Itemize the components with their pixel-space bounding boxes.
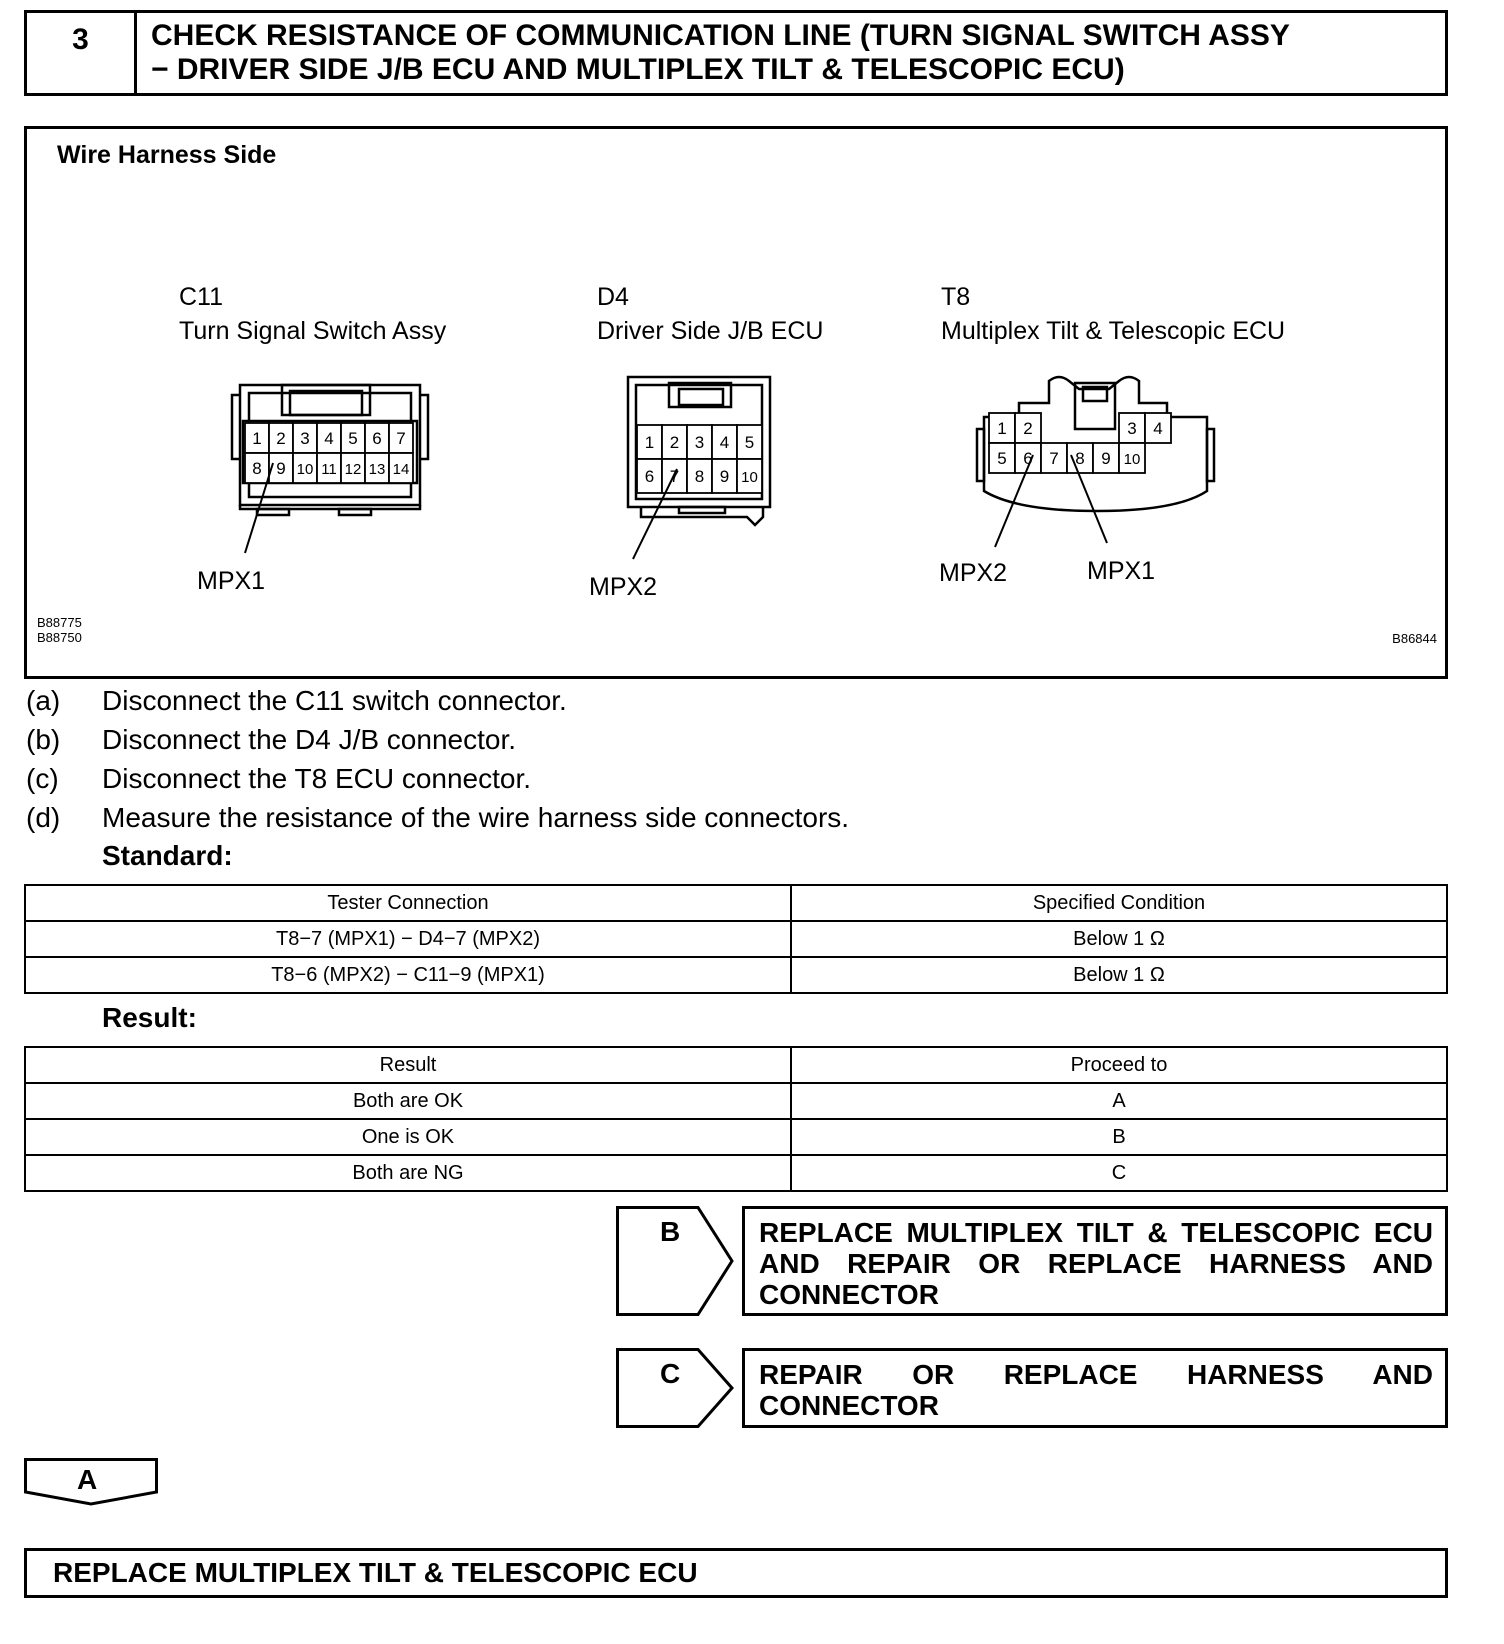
step-header	[24, 10, 1448, 96]
pin-label: 14	[392, 461, 410, 478]
pin-label: 4	[1153, 419, 1163, 438]
step-letter: (d)	[26, 802, 61, 833]
result-table	[24, 1046, 1448, 1192]
step-letter: (c)	[26, 763, 59, 794]
outcome-c-code-box[interactable]	[616, 1348, 734, 1428]
pin-label: 3	[694, 433, 705, 452]
pin-label: 11	[321, 461, 337, 478]
figure-code: B88775	[37, 615, 82, 630]
step-number: 3	[27, 13, 137, 93]
pin-label: 13	[368, 461, 386, 478]
callout-t8-mpx1: MPX1	[1087, 557, 1156, 585]
pin-label: 8	[694, 467, 705, 486]
pin-label: 6	[372, 429, 382, 448]
outcome-code: B	[660, 1216, 681, 1247]
pin-label: 12	[344, 461, 362, 478]
step-title-line2: − DRIVER SIDE J/B ECU AND MULTIPLEX TILT & TELESCOPIC ECU)	[151, 53, 1125, 86]
table-row	[25, 1083, 1447, 1119]
pin-label: 9	[276, 459, 286, 478]
outcome-code: C	[660, 1358, 681, 1389]
pin-label: 7	[669, 467, 680, 486]
table-cell: A	[791, 1083, 1447, 1119]
step-title-line1: CHECK RESISTANCE OF COMMUNICATION LINE (TURN SIGNAL SWITCH ASSY	[151, 19, 1290, 52]
pin-label: 10	[741, 469, 758, 486]
pin-label: 10	[296, 461, 314, 478]
pin-label: 1	[997, 419, 1007, 438]
step-text: Disconnect the T8 ECU connector.	[102, 763, 532, 794]
table-row	[25, 921, 1447, 957]
step-text: Disconnect the C11 switch connector.	[102, 685, 567, 716]
pin-label: 6	[644, 467, 655, 486]
column-header: Specified Condition	[791, 885, 1447, 921]
pin-label: 2	[669, 433, 680, 452]
table-cell: Below 1 Ω	[791, 957, 1447, 993]
continue-a-box[interactable]	[24, 1458, 158, 1506]
step-d	[26, 802, 849, 834]
final-action: REPLACE MULTIPLEX TILT & TELESCOPIC ECU	[24, 1548, 1448, 1598]
step-b	[26, 724, 516, 756]
step-c	[26, 763, 531, 795]
figure-codes-left	[37, 615, 82, 645]
table-cell: Below 1 Ω	[791, 921, 1447, 957]
pin-label: 5	[997, 449, 1007, 468]
pin-label: 9	[1101, 449, 1111, 468]
table-row	[25, 1119, 1447, 1155]
figure-code: B88750	[37, 630, 82, 645]
pin-label: 2	[276, 429, 286, 448]
connector-d4-name: Driver Side J/B ECU	[597, 317, 824, 345]
pin-label: 9	[719, 467, 730, 486]
standard-table	[24, 884, 1448, 994]
pin-label: 8	[252, 459, 262, 478]
table-cell: Both are OK	[25, 1083, 791, 1119]
pin-label: 5	[744, 433, 755, 452]
step-a	[26, 685, 567, 717]
pin-label: 2	[1023, 419, 1033, 438]
pin-label: 4	[719, 433, 730, 452]
table-cell: B	[791, 1119, 1447, 1155]
table-cell: C	[791, 1155, 1447, 1191]
connector-t8-name: Multiplex Tilt & Telescopic ECU	[941, 317, 1286, 345]
table-row	[25, 1155, 1447, 1191]
figure-code-right: B86844	[1392, 631, 1437, 646]
pin-label: 6	[1023, 449, 1033, 468]
pin-label: 1	[644, 433, 655, 452]
diagram-title: Wire Harness Side	[57, 141, 277, 169]
pin-label: 7	[1049, 449, 1059, 468]
outcome-b-action: REPLACE MULTIPLEX TILT & TELESCOPIC ECU AND REPAIR OR REPLACE HARNESS AND CONNECTOR	[742, 1206, 1448, 1316]
outcome-b-code-box[interactable]	[616, 1206, 734, 1316]
pin-label: 3	[300, 429, 310, 448]
result-heading: Result:	[102, 1002, 197, 1033]
column-header: Tester Connection	[25, 885, 791, 921]
pin-label: 4	[324, 429, 334, 448]
pin-label: 7	[396, 429, 406, 448]
standard-heading: Standard:	[102, 840, 233, 871]
table-cell: T8−7 (MPX1) − D4−7 (MPX2)	[25, 921, 791, 957]
pin-label: 1	[252, 429, 262, 448]
connector-t8-code: T8	[941, 283, 971, 311]
table-header-row	[25, 885, 1447, 921]
pin-label: 8	[1075, 449, 1085, 468]
connector-c11-code: C11	[179, 283, 224, 311]
step-letter: (a)	[26, 685, 61, 716]
pin-label: 5	[348, 429, 358, 448]
table-cell: T8−6 (MPX2) − C11−9 (MPX1)	[25, 957, 791, 993]
pin-label: 10	[1123, 451, 1141, 468]
column-header: Result	[25, 1047, 791, 1083]
pin-layer	[245, 413, 1171, 493]
connector-diagram	[24, 126, 1448, 679]
table-row	[25, 957, 1447, 993]
connector-c11-name: Turn Signal Switch Assy	[179, 317, 447, 345]
step-title	[151, 19, 1441, 87]
table-cell: One is OK	[25, 1119, 791, 1155]
callout-d4-mpx2: MPX2	[589, 573, 658, 601]
table-cell: Both are NG	[25, 1155, 791, 1191]
callout-t8-mpx2: MPX2	[939, 559, 1008, 587]
step-letter: (b)	[26, 724, 61, 755]
column-header: Proceed to	[791, 1047, 1447, 1083]
table-header-row	[25, 1047, 1447, 1083]
pin-label: 3	[1127, 419, 1137, 438]
callout-c11-mpx1: MPX1	[197, 567, 266, 595]
step-text: Disconnect the D4 J/B connector.	[102, 724, 516, 755]
outcome-c-action: REPAIR OR REPLACE HARNESS AND CONNECTOR	[742, 1348, 1448, 1428]
continue-code: A	[77, 1464, 98, 1495]
step-text: Measure the resistance of the wire harness side connectors.	[102, 802, 850, 833]
connector-d4-code: D4	[597, 283, 629, 311]
